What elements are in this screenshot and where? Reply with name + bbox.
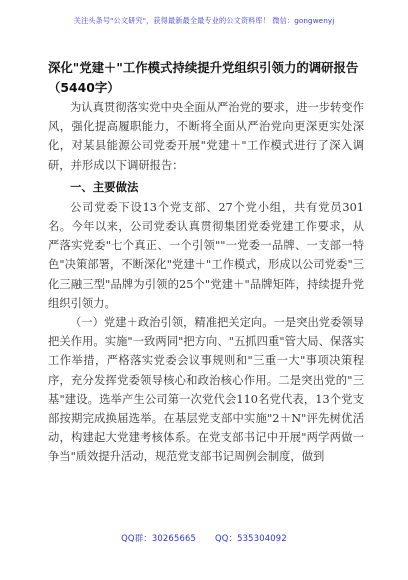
banner-text: 关注头条号"公文研究"，获得最新最全最专业的公文资料库！ 微信：gongwenyj xyxy=(73,16,335,25)
document-page xyxy=(48,58,364,467)
footer-qq-group: QQ群：30265665 xyxy=(121,533,197,543)
footer-qq: QQ：535304092 xyxy=(214,533,287,543)
document-title: 深化"党建＋"工作模式持续提升党组织引领力的调研报告（5440字） xyxy=(48,60,359,95)
footer-contact xyxy=(0,532,408,544)
body-paragraph: 公司党委下设13个党支部、27个党小组，共有党员301名。今年以来，公司党委认真贯彻集团党委党建工作要求，从严落实党委"七个真正、一个引领""一党委一品牌、一支部一特色"决策部署，不断深化"党建＋"工作模式，形成以公司党委"三化三融三型"品牌为引领的25个"党建＋"品牌矩阵，持续提升党组织引领力。 xyxy=(48,200,364,310)
top-banner xyxy=(0,8,408,34)
intro-paragraph: 为认真贯彻落实党中央全面从严治党的要求，进一步转变作风，强化提高履职能力，不断将全面从严治党向更深更实处深化，对某县能源公司党委开展"党建＋"工作模式进行了深入调研，并形成以下调研报告： xyxy=(48,101,364,172)
body-paragraph: （一）党建＋政治引领，精准把关定向。一是突出党委领导把关作用。实施"一致两同"把方向、"五抓四重"管大局、保落实工作举措，严格落实党委会议事规则和"三重一大"事项决策程序，充分发挥党委领导核心和政治核心作用。二是突出党的"三基"建设。选举产生公司第一次党代会110名党代表，13个党支部按期完成换届选举。在基层党支部中实施"2＋N"评先树优活动，构建起大党建考核体系。在党支部书记中开展"两学两做一争当"质效提升活动，规范党支部书记周例会制度，做到 xyxy=(48,316,364,464)
section-heading: 一、主要做法 xyxy=(70,179,139,194)
